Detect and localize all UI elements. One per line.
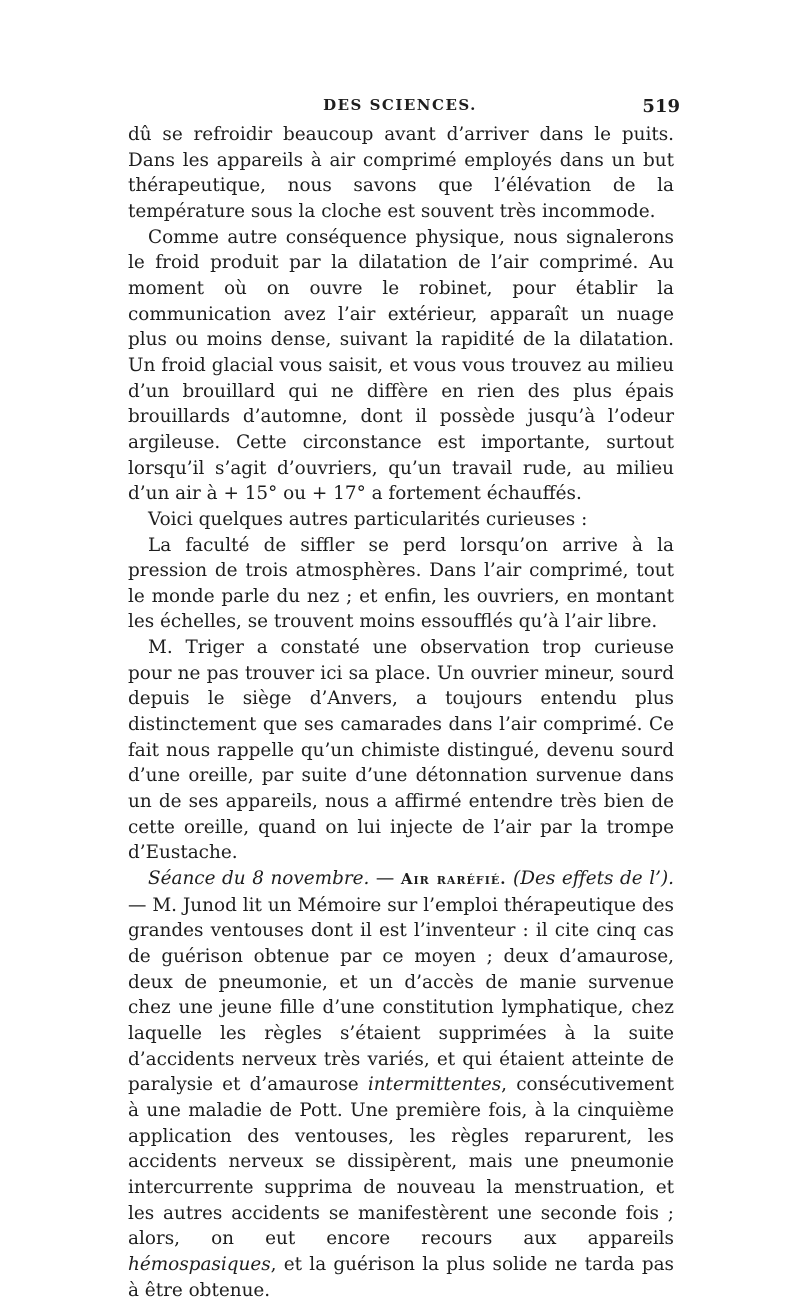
seance-dash: —: [369, 868, 401, 890]
seance-text-c: , et la guérison la plus solide ne tarda pas à être obtenue.: [128, 1253, 674, 1301]
paragraph-3: Voici quelques autres particularités curieuses :: [148, 508, 588, 530]
seance-effects: (Des effets de l’).: [506, 868, 674, 890]
body-text: [128, 122, 674, 1303]
seance-subject: Air raréfié.: [400, 870, 507, 889]
intermittentes-term: intermittentes: [367, 1074, 502, 1096]
seance-text-a: M. Junod lit un Mémoire sur l’emploi thérapeutique des grandes ventouses dont il est l’inventeur : il cite cinq cas de guérison obtenue par ce moyen ; deux d’amaurose, deux de pneumonie, et un d’accès de manie survenue chez une jeune fille d’une constitution lymphatique, chez laquelle les règles s’étaient supprimées à la suite d’accidents nerveux très variés, et qui étaient atteinte de paralysie et d’amaurose: [128, 894, 674, 1096]
page-number: 519: [642, 96, 680, 117]
seance-text-b: , consécutivement à une maladie de Pott. Une première fois, à la cinquième application des ventouses, les règles reparurent, les accidents nerveux se dissipèrent, mais une pneumonie intercurrente supprima de nouveau la menstruation, et les autres accidents se manifestèrent une seconde fois ; alors, on eut encore recours aux appareils: [128, 1074, 674, 1250]
seance-paragraph: [128, 866, 674, 1303]
running-head: DES SCIENCES.: [323, 96, 477, 114]
hemospasiques-term: hémospasiques: [128, 1253, 271, 1275]
seance-dash-end: —: [128, 894, 147, 916]
paragraph-1: dû se refroidir beaucoup avant d’arriver dans le puits. Dans les appareils à air comprimé employés dans un but thérapeutique, nous savons que l’élévation de la température sous la cloche est souvent très incommode.: [128, 124, 674, 222]
paragraph-2: Comme autre conséquence physique, nous signalerons le froid produit par la dilatation de l’air comprimé. Au moment où on ouvre le robinet, pour établir la communication avez l’air extérieur, apparaît un nuage plus ou moins dense, suivant la rapidité de la dilatation. Un froid glacial vous saisit, et vous vous trouvez au milieu d’un brouillard qui ne diffère en rien des plus épais brouillards d’automne, dont il possède jusqu’à l’odeur argileuse. Cette circonstance est importante, surtout lorsqu’il s’agit d’ouvriers, qu’un travail rude, au milieu d’un air à + 15° ou + 17° a fortement échauffés.: [128, 226, 674, 505]
paragraph-4: La faculté de siffler se perd lorsqu’on arrive à la pression de trois atmosphères. Dans l’air comprimé, tout le monde parle du nez ; et enfin, les ouvriers, en montant les échelles, se trouvent moins essoufflés qu’à l’air libre.: [128, 534, 674, 633]
seance-date: Séance du 8 novembre.: [148, 868, 370, 890]
paragraph-5: M. Triger a constaté une observation trop curieuse pour ne pas trouver ici sa place. Un ouvrier mineur, sourd depuis le siège d’Anvers, a toujours entendu plus distinctement que ses camarades dans l’air comprimé. Ce fait nous rappelle qu’un chimiste distingué, devenu sourd d’une oreille, par suite d’une détonnation survenue dans un de ses appareils, nous a affirmé entendre très bien de cette oreille, quand on lui injecte de l’air par la trompe d’Eustache.: [128, 637, 674, 864]
